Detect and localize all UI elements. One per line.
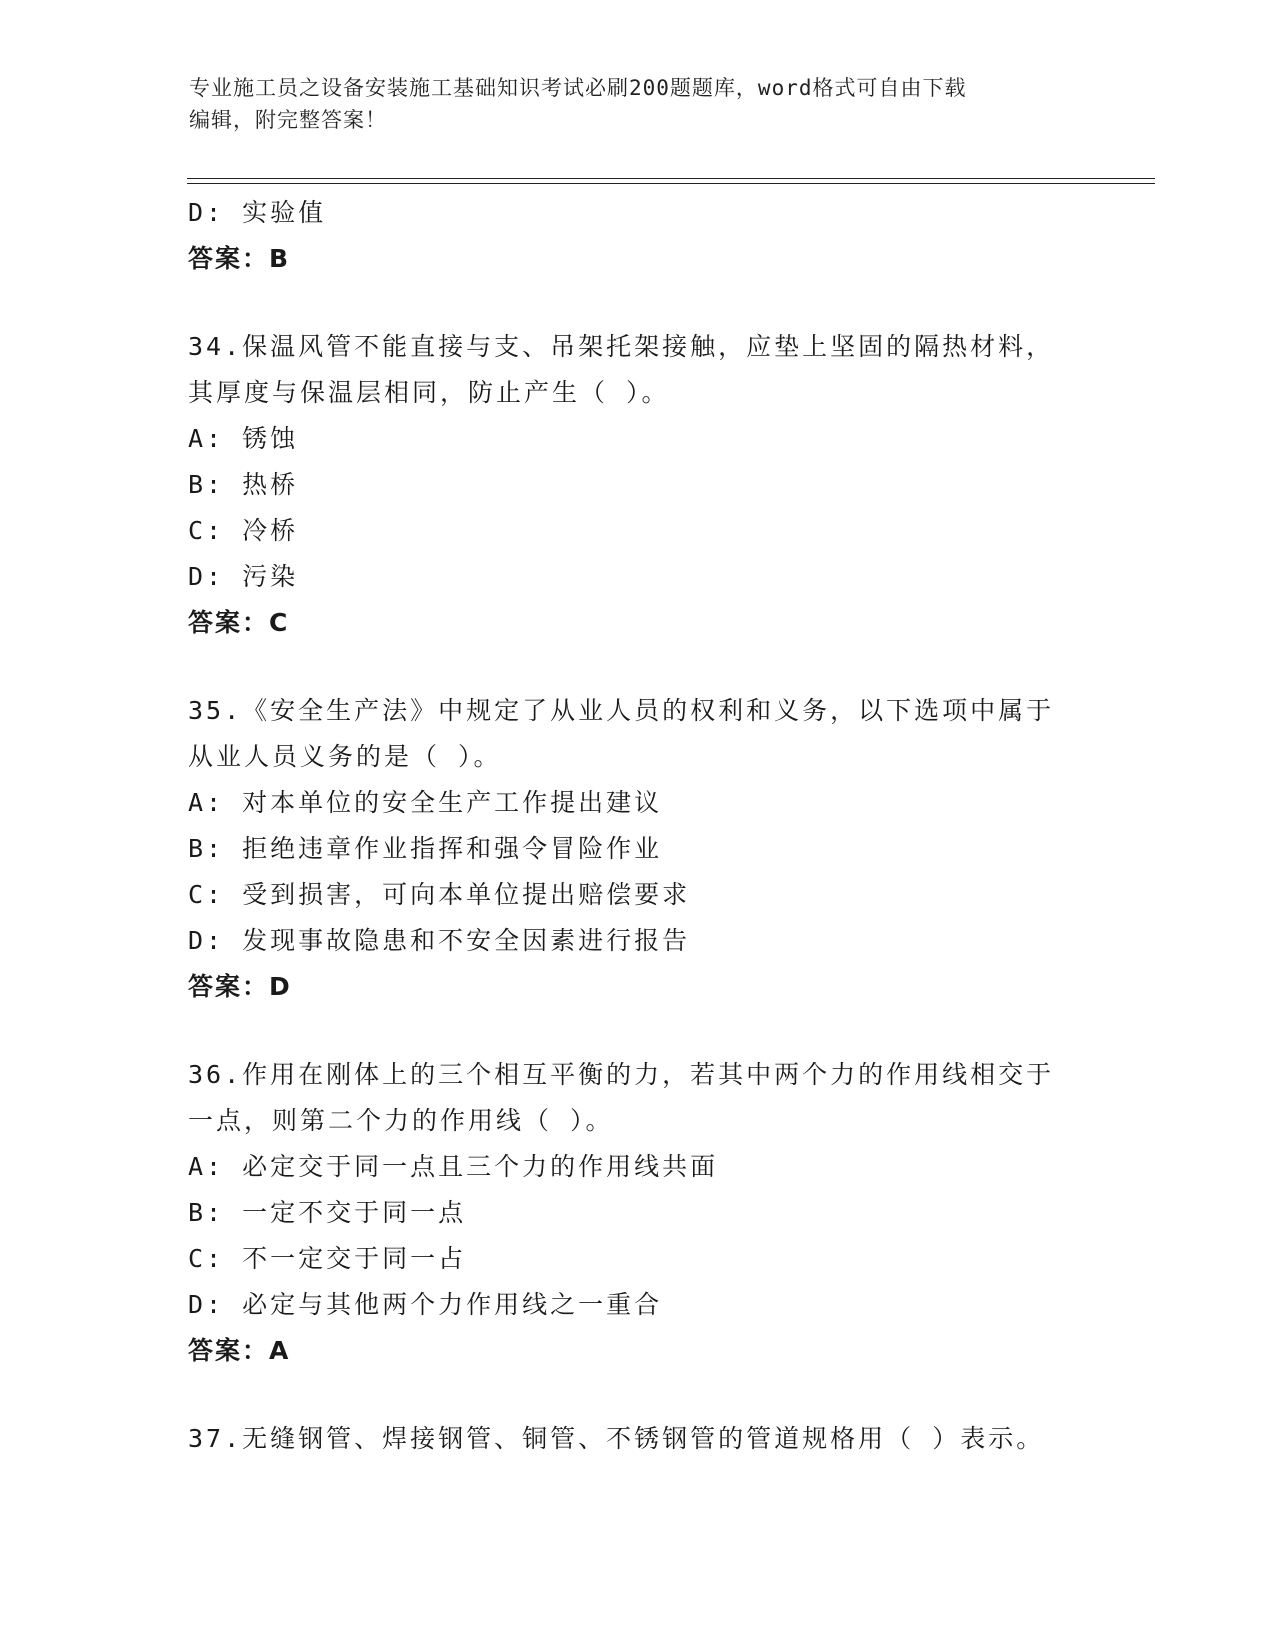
question-37 xyxy=(188,1416,1088,1462)
question-stem-line-1: 36.作用在刚体上的三个相互平衡的力，若其中两个力的作用线相交于 xyxy=(188,1060,1055,1089)
question-stem-line-1: 35.《安全生产法》中规定了从业人员的权利和义务，以下选项中属于 xyxy=(188,696,1055,725)
option-b: B: 一定不交于同一点 xyxy=(188,1198,467,1227)
answer-line: 答案：D xyxy=(188,972,292,1001)
spacer xyxy=(188,1374,1088,1416)
option-c: C: 受到损害，可向本单位提出赔偿要求 xyxy=(188,880,691,909)
option-b: B: 拒绝违章作业指挥和强令冒险作业 xyxy=(188,834,663,863)
option-b: B: 热桥 xyxy=(188,470,299,499)
spacer xyxy=(188,646,1088,688)
option-d: D: 污染 xyxy=(188,562,299,591)
answer-line: 答案：C xyxy=(188,608,290,637)
question-34 xyxy=(188,324,1088,646)
option-a: A: 对本单位的安全生产工作提出建议 xyxy=(188,788,663,817)
option-d: D: 实验值 xyxy=(188,198,327,227)
option-c: C: 不一定交于同一占 xyxy=(188,1244,467,1273)
question-stem-line-2: 从业人员义务的是（ ）。 xyxy=(188,742,502,771)
spacer xyxy=(188,282,1088,324)
option-d: D: 必定与其他两个力作用线之一重合 xyxy=(188,1290,663,1319)
header-divider-top xyxy=(187,178,1155,179)
option-a: A: 锈蚀 xyxy=(188,424,299,453)
header-line-1: 专业施工员之设备安装施工基础知识考试必刷200题题库，word格式可自由下载 xyxy=(189,76,967,100)
document-body xyxy=(188,190,1088,1462)
option-a: A: 必定交于同一点且三个力的作用线共面 xyxy=(188,1152,719,1181)
question-stem-line-2: 其厚度与保温层相同，防止产生（ ）。 xyxy=(188,378,670,407)
header-line-2: 编辑，附完整答案！ xyxy=(189,108,387,132)
option-d: D: 发现事故隐患和不安全因素进行报告 xyxy=(188,926,691,955)
header-divider-bottom xyxy=(187,183,1155,184)
option-c: C: 冷桥 xyxy=(188,516,299,545)
document-header xyxy=(189,72,1089,136)
spacer xyxy=(188,1010,1088,1052)
question-35 xyxy=(188,688,1088,1010)
question-36 xyxy=(188,1052,1088,1374)
previous-question-tail xyxy=(188,190,1088,282)
answer-line: 答案：B xyxy=(188,244,291,273)
question-stem-line-1: 34.保温风管不能直接与支、吊架托架接触，应垫上坚固的隔热材料， xyxy=(188,332,1055,361)
question-stem-line-2: 一点，则第二个力的作用线（ ）。 xyxy=(188,1106,614,1135)
answer-line: 答案：A xyxy=(188,1336,291,1365)
question-stem-line-1: 37.无缝钢管、焊接钢管、铜管、不锈钢管的管道规格用（ ）表示。 xyxy=(188,1424,1045,1453)
